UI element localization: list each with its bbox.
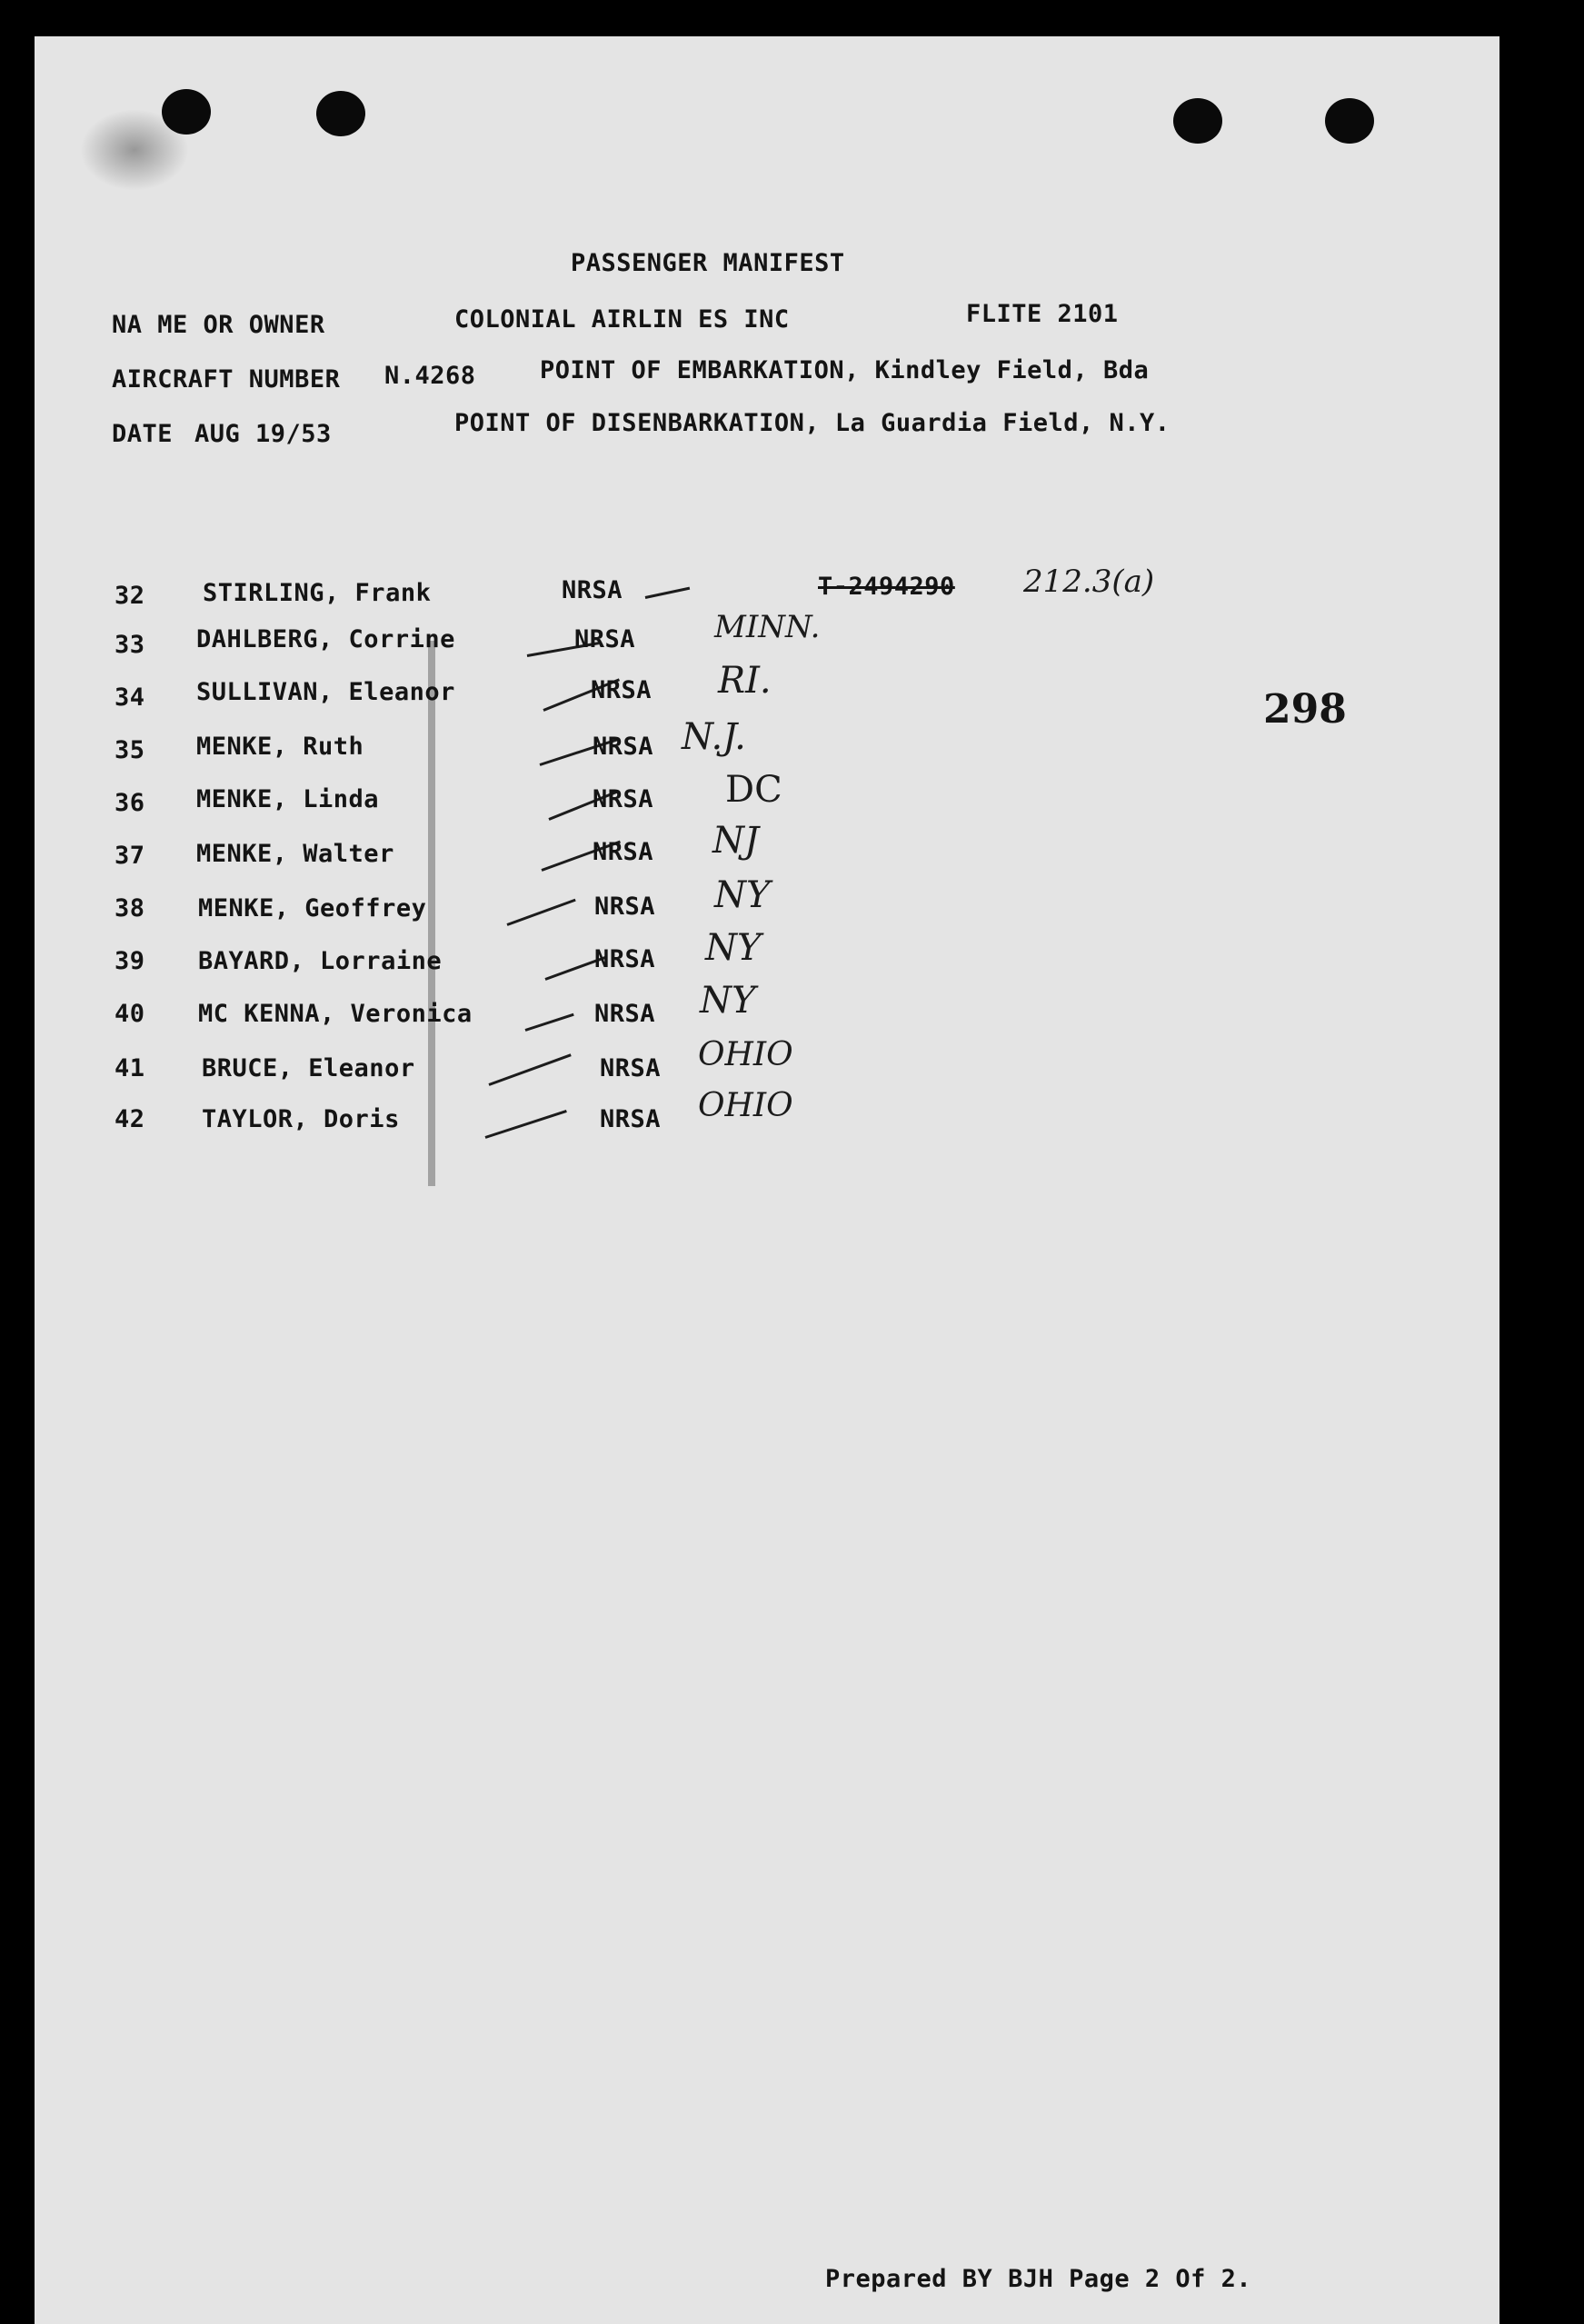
handwritten-annotation: 212.3(a) [1023,564,1155,600]
passenger-status: NRSA [593,733,654,761]
passenger-name: MENKE, Linda [196,785,380,813]
passenger-status: NRSA [594,893,656,921]
row-number: 42 [115,1105,145,1133]
passenger-name: SULLIVAN, Eleanor [196,678,455,706]
row-number: 34 [115,683,145,712]
page-stamp-number: 298 [1263,686,1347,733]
row-number: 37 [115,842,145,870]
row-number: 36 [115,789,145,817]
check-mark [485,1110,567,1139]
handwritten-annotation: NY [705,927,762,969]
passenger-status: NRSA [591,676,653,704]
handwritten-annotation: N.J. [682,716,746,758]
passenger-status: NRSA [593,785,654,813]
handwritten-annotation: OHIO [698,1036,793,1073]
handwritten-annotation: NY [714,874,771,916]
handwritten-annotation: OHIO [698,1087,793,1124]
punch-hole [162,89,211,135]
passenger-name: DAHLBERG, Corrine [196,625,455,653]
handwritten-annotation: MINN. [714,609,821,645]
passenger-name: TAYLOR, Doris [202,1105,400,1133]
row-number: 32 [115,582,145,610]
document-title: PASSENGER MANIFEST [571,249,845,277]
aircraft-value: N.4268 [384,362,476,390]
date-label: DATE [112,420,174,448]
disembarkation-point: POINT OF DISENBARKATION, La Guardia Field, N.Y. [454,409,1171,437]
check-mark [488,1053,571,1086]
passenger-status: NRSA [594,1000,656,1028]
punch-hole [1325,98,1374,144]
embarkation-point: POINT OF EMBARKATION, Kindley Field, Bda [540,356,1150,384]
aircraft-label: AIRCRAFT NUMBER [112,365,341,394]
flight-number: FLITE 2101 [966,300,1119,328]
row-number: 33 [115,631,145,659]
fold-mark [428,641,435,1186]
passenger-name: BAYARD, Lorraine [198,947,443,975]
passenger-name: MENKE, Walter [196,840,394,868]
handwritten-annotation: RI. [718,660,772,702]
check-mark [525,1013,574,1032]
passenger-name: STIRLING, Frank [203,579,432,607]
owner-label: NA ME OR OWNER [112,311,325,339]
row-number: 40 [115,1000,145,1028]
row-number: 35 [115,736,145,764]
passenger-status: NRSA [600,1105,662,1133]
check-mark [645,587,691,599]
row-number: 38 [115,894,145,923]
passenger-name: BRUCE, Eleanor [202,1054,415,1082]
passenger-name: MENKE, Geoffrey [198,894,427,923]
passenger-status: NRSA [562,576,623,604]
handwritten-annotation: NJ [712,820,760,862]
row-number: 39 [115,947,145,975]
passenger-status: NRSA [593,838,654,866]
owner-value: COLONIAL AIRLIN ES INC [454,305,790,334]
passenger-note: T-2494290 [818,573,955,601]
punch-hole [1173,98,1222,144]
row-number: 41 [115,1054,145,1082]
manifest-page [35,36,1499,2324]
date-value: AUG 19/53 [194,420,332,448]
check-mark [506,899,575,926]
handwritten-annotation: NY [700,980,756,1022]
preparer-footer: Prepared BY BJH Page 2 Of 2. [825,2265,1252,2293]
handwritten-annotation: DC [725,769,782,811]
punch-hole [316,91,365,136]
passenger-status: NRSA [574,625,636,653]
passenger-status: NRSA [594,945,656,973]
passenger-status: NRSA [600,1054,662,1082]
passenger-name: MENKE, Ruth [196,733,364,761]
passenger-name: MC KENNA, Veronica [198,1000,473,1028]
